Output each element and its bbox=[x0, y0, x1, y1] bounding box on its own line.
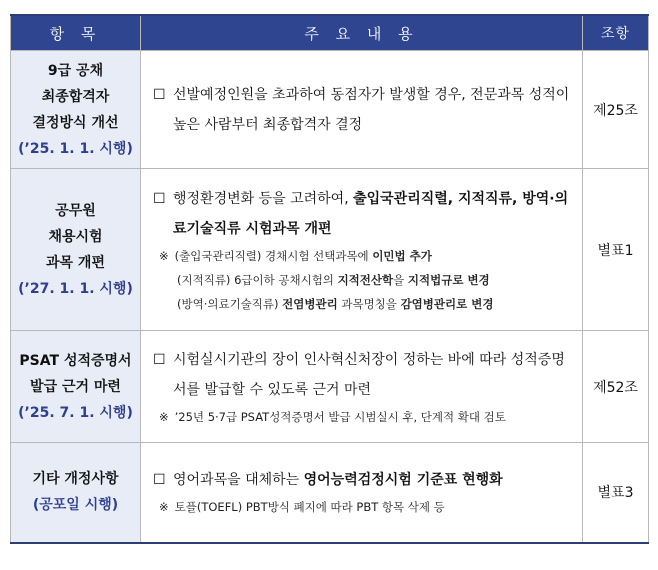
note-line: (방역·의료기술직류) 전염병관리 과목명칭을 감염병관리로 변경 bbox=[177, 296, 494, 311]
checkbox-icon: ☐ bbox=[153, 472, 166, 489]
main-point-text: 영어과목을 대체하는 bbox=[173, 472, 304, 489]
main-point bbox=[153, 345, 572, 405]
note-line: ※ 토플(TOEFL) PBT방식 폐지에 따라 PBT 항목 삭제 등 bbox=[159, 500, 445, 515]
header-content: 주 요 내 용 bbox=[141, 15, 583, 51]
document bbox=[10, 14, 648, 544]
main-point-text: 선발예정인원을 초과하여 동점자가 발생할 경우, 전문과목 성적이 높은 사람부터 최종합격자 결정 bbox=[173, 86, 570, 133]
checkbox-icon: ☐ bbox=[153, 351, 166, 368]
header-clause: 조항 bbox=[583, 15, 649, 51]
main-point-bold: 영어능력검정시험 기준표 현행화 bbox=[303, 472, 503, 489]
content-cell bbox=[141, 51, 583, 169]
main-point-text: 행정환경변화 등을 고려하여, bbox=[173, 190, 354, 207]
table-row bbox=[11, 51, 649, 169]
table-row bbox=[11, 443, 649, 543]
item-title-line: 공무원 bbox=[55, 202, 96, 219]
clause-cell: 제52조 bbox=[583, 331, 649, 443]
note-block bbox=[153, 244, 572, 316]
effective-date: (’25. 7. 1. 시행) bbox=[18, 404, 133, 421]
main-point-text: 시험실시기관의 장이 인사혁신처장이 정하는 바에 따라 성적증명서를 발급할 수 있도록 근거 마련 bbox=[173, 351, 565, 398]
main-point-bold: 출입국관리직렬, 지적직류, 방역·의료기술직류 시험과목 개편 bbox=[173, 190, 569, 237]
effective-date: (’27. 1. 1. 시행) bbox=[18, 280, 133, 297]
note-mark-icon: ※ bbox=[159, 500, 169, 515]
item-cell bbox=[11, 51, 141, 169]
item-cell bbox=[11, 443, 141, 543]
item-title-line: 발급 근거 마련 bbox=[30, 378, 121, 395]
item-cell bbox=[11, 169, 141, 331]
note-line: ※ ’25년 5·7급 PSAT성적증명서 발급 시범실시 후, 단계적 확대 검토 bbox=[159, 409, 506, 424]
note-block bbox=[153, 405, 572, 429]
content-cell bbox=[141, 331, 583, 443]
amendment-table bbox=[10, 14, 649, 544]
content-cell bbox=[141, 443, 583, 543]
item-title-line: 최종합격자 bbox=[41, 88, 110, 105]
main-point bbox=[153, 80, 572, 140]
clause-cell: 별표1 bbox=[583, 169, 649, 331]
table-row bbox=[11, 169, 649, 331]
content-cell bbox=[141, 169, 583, 331]
note-block bbox=[153, 495, 572, 519]
table-header-row bbox=[11, 15, 649, 51]
item-title-line: 채용시험 bbox=[48, 228, 103, 245]
clause-cell: 별표3 bbox=[583, 443, 649, 543]
note-mark-icon: ※ bbox=[159, 409, 169, 424]
checkbox-icon: ☐ bbox=[153, 86, 166, 103]
note-line: (지적직류) 6급이하 공채시험의 지적전산학을 지적법규로 변경 bbox=[177, 272, 490, 287]
effective-date: (공포일 시행) bbox=[32, 497, 119, 514]
effective-date: (’25. 1. 1. 시행) bbox=[18, 140, 133, 157]
header-item: 항 목 bbox=[11, 15, 141, 51]
checkbox-icon: ☐ bbox=[153, 190, 166, 207]
table-row bbox=[11, 331, 649, 443]
clause-cell: 제25조 bbox=[583, 51, 649, 169]
note-line: ※ (출입국관리직렬) 경채시험 선택과목에 이민법 추가 bbox=[159, 248, 432, 263]
main-point bbox=[153, 465, 572, 495]
item-title-line: 9급 공채 bbox=[47, 62, 104, 79]
item-title-line: 기타 개정사항 bbox=[32, 471, 119, 488]
item-title-line: PSAT 성적증명서 bbox=[19, 352, 132, 369]
note-mark-icon: ※ bbox=[159, 248, 169, 263]
item-title-line: 결정방식 개선 bbox=[32, 114, 119, 131]
item-cell bbox=[11, 331, 141, 443]
item-title-line: 과목 개편 bbox=[46, 254, 105, 271]
main-point bbox=[153, 184, 572, 244]
